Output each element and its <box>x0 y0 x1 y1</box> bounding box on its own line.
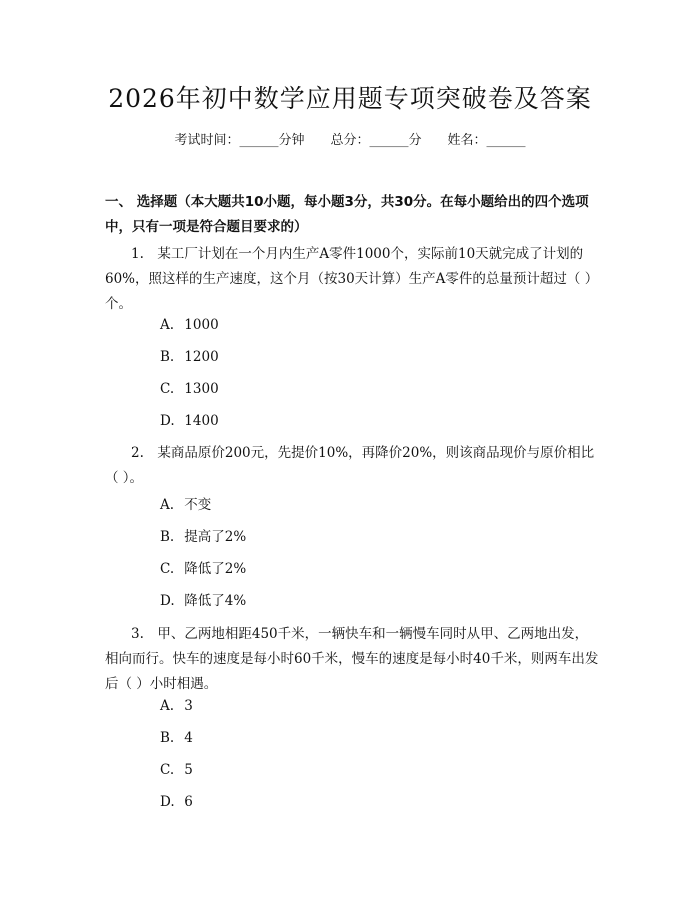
question-3-option-d <box>160 792 193 812</box>
option-text: 6 <box>184 794 193 810</box>
question-3-option-a <box>160 696 193 716</box>
option-text: 降低了2% <box>184 561 247 577</box>
option-letter: D. <box>160 593 175 609</box>
question-1-option-b <box>160 347 219 367</box>
option-text: 5 <box>184 762 193 778</box>
question-3-text: 3. 甲、乙两地相距450千米，一辆快车和一辆慢车同时从甲、乙两地出发，相向而行。快车的速度是每小时60千米，慢车的速度是每小时40千米，则两车出发后（ ）小时相遇。 <box>105 626 599 692</box>
question-2-option-c <box>160 559 246 579</box>
section-heading: 一、 选择题（本大题共10小题，每小题3分，共30分。在每小题给出的四个选项中，只有一项是符合题目要求的） <box>105 194 589 235</box>
option-letter: A. <box>160 698 175 714</box>
question-1-text: 1. 某工厂计划在一个月内生产A零件1000个，实际前10天就完成了计划的60%，照这样的生产速度，这个月（按30天计算）生产A零件的总量预计超过（ ）个。 <box>105 246 599 312</box>
option-letter: C. <box>160 381 175 397</box>
option-letter: A. <box>160 317 175 333</box>
option-text: 1200 <box>184 349 219 365</box>
option-letter: B. <box>160 730 175 746</box>
student-name-field: 姓名：______ <box>447 133 526 148</box>
question-2-option-a <box>160 495 211 515</box>
page-title: 2026年初中数学应用题专项突破卷及答案 <box>108 84 592 113</box>
option-text: 4 <box>184 730 193 746</box>
option-text: 3 <box>184 698 193 714</box>
total-score-field: 总分：______分 <box>330 133 422 148</box>
question-1-option-d <box>160 411 219 431</box>
exam-time-field: 考试时间：______分钟 <box>174 133 305 148</box>
question-3-option-c <box>160 760 193 780</box>
option-text: 1400 <box>184 413 219 429</box>
option-letter: B. <box>160 349 175 365</box>
option-text: 降低了4% <box>184 593 247 609</box>
option-text: 提高了2% <box>184 529 247 545</box>
question-3-option-b <box>160 728 193 748</box>
option-letter: C. <box>160 762 175 778</box>
question-2-option-b <box>160 527 246 547</box>
option-letter: B. <box>160 529 175 545</box>
question-1-option-a <box>160 315 219 335</box>
question-1-option-c <box>160 379 219 399</box>
question-2-text: 2. 某商品原价200元，先提价10%，再降价20%，则该商品现价与原价相比（ ）。 <box>105 445 595 486</box>
option-text: 1000 <box>184 317 219 333</box>
option-letter: D. <box>160 794 175 810</box>
exam-meta <box>0 131 700 151</box>
option-text: 不变 <box>184 497 212 513</box>
question-2-option-d <box>160 591 246 611</box>
option-letter: D. <box>160 413 175 429</box>
option-letter: C. <box>160 561 175 577</box>
option-letter: A. <box>160 497 175 513</box>
option-text: 1300 <box>184 381 219 397</box>
